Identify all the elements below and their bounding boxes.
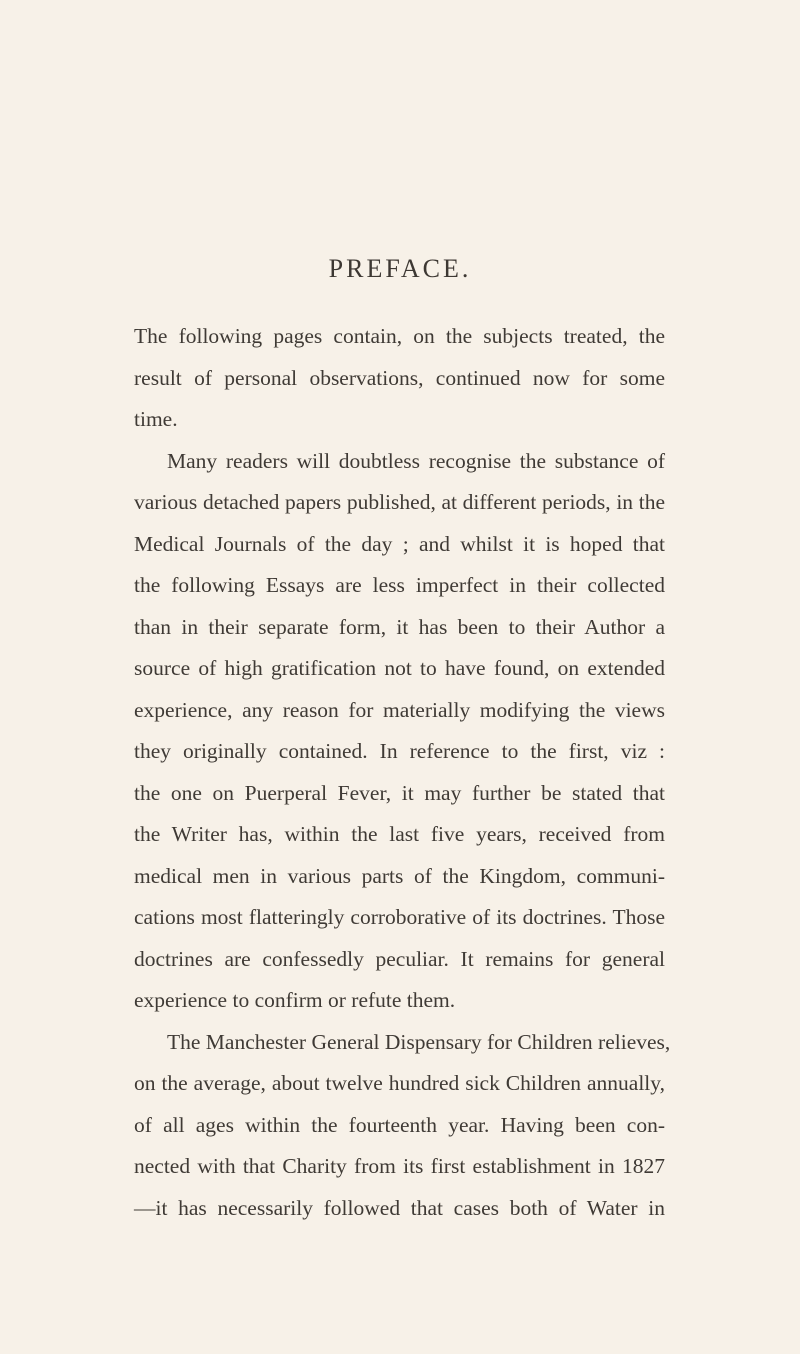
text-line: nected with that Charity from its first establishment in 1827 [134, 1154, 665, 1178]
text-line: medical men in various parts of the Kingdom, communi- [134, 863, 665, 888]
preface-body [134, 316, 671, 1229]
text-line: doctrines are confessedly peculiar. It remains for general [134, 946, 665, 971]
text-line: experience, any reason for materially modifying the views [134, 697, 665, 722]
text-line: on the average, about twelve hundred sick Children annually, [134, 1071, 665, 1095]
text-line: result of personal observations, continued now for some [134, 365, 665, 390]
text-line: various detached papers published, at different periods, in the [134, 490, 665, 514]
page-title: PREFACE. [328, 254, 472, 283]
text-line: the following Essays are less imperfect in their collected [134, 573, 665, 597]
text-line: the one on Puerperal Fever, it may further be stated that [134, 780, 665, 805]
text-line: than in their separate form, it has been to their Author a [134, 614, 665, 639]
text-line: The Manchester General Dispensary for Children relieves, [167, 1029, 671, 1054]
text-line: they originally contained. In reference to the first, viz : [134, 739, 665, 763]
text-line: the Writer has, within the last five years, received from [134, 822, 665, 846]
text-line: cations most flatteringly corroborative of its doctrines. Those [134, 905, 665, 929]
text-line: The following pages contain, on the subjects treated, the [134, 324, 665, 348]
text-line: Many readers will doubtless recognise the substance of [167, 448, 665, 473]
text-line: —it has necessarily followed that cases both of Water in [134, 1195, 665, 1220]
text-line: time. [134, 407, 178, 431]
text-line: source of high gratification not to have found, on extended [134, 656, 665, 680]
text-line: experience to confirm or refute them. [134, 988, 456, 1012]
text-line: Medical Journals of the day ; and whilst it is hoped that [134, 531, 665, 556]
text-line: of all ages within the fourteenth year. Having been con- [134, 1112, 665, 1137]
